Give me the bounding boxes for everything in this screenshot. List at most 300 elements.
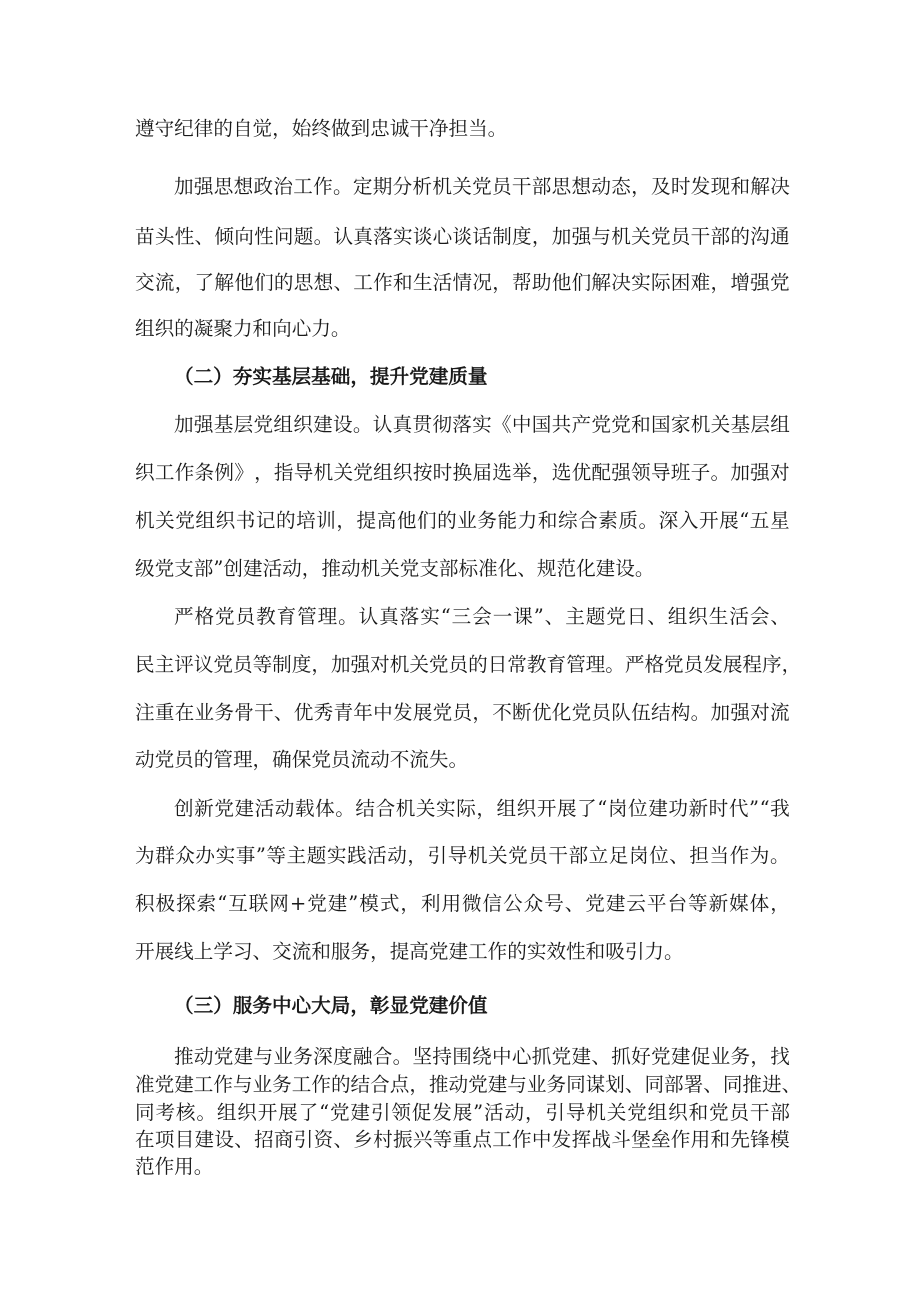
glyph: 议 [193, 653, 214, 676]
glyph: 台 [667, 892, 688, 915]
glyph: 工 [291, 1073, 312, 1096]
glyph: 众 [523, 892, 544, 915]
glyph: 会 [749, 605, 770, 628]
glyph: 干 [690, 225, 711, 248]
glyph: 组 [216, 1101, 237, 1124]
glyph: 青 [333, 701, 354, 724]
glyph: ， [472, 701, 492, 724]
glyph: 及 [651, 175, 671, 198]
glyph: 教 [526, 653, 547, 676]
glyph: 发 [392, 701, 413, 724]
glyph: 。 [338, 605, 358, 628]
glyph: 位 [649, 844, 669, 867]
glyph: 、 [273, 701, 294, 724]
glyph: 训 [316, 509, 336, 532]
glyph: 实 [420, 605, 440, 628]
glyph: 位 [628, 797, 648, 820]
glyph: 作 [311, 1073, 331, 1096]
glyph: 互 [228, 892, 248, 915]
glyph: 选 [492, 461, 512, 484]
glyph: 活 [432, 271, 453, 294]
glyph: 年 [353, 701, 373, 724]
glyph: 模 [770, 1128, 790, 1151]
glyph: 担 [689, 844, 709, 867]
glyph: 按 [412, 461, 433, 484]
glyph: 事 [235, 844, 256, 867]
glyph: 分 [392, 175, 413, 198]
glyph: 制 [492, 225, 512, 248]
glyph: 彻 [432, 413, 452, 436]
glyph: 绕 [472, 1045, 492, 1068]
glyph: 党 [253, 413, 274, 436]
glyph: 兴 [412, 1128, 433, 1151]
glyph: ” [748, 797, 759, 820]
glyph: 考 [155, 1101, 176, 1124]
glyph: 与 [591, 225, 611, 248]
glyph: 活 [367, 844, 387, 867]
glyph: 作 [670, 1128, 691, 1151]
glyph: 业 [710, 1045, 731, 1068]
glyph: 与 [253, 1045, 274, 1068]
glyph: 党 [709, 1101, 729, 1124]
glyph: 党 [770, 271, 790, 294]
paragraph-line [135, 652, 802, 678]
glyph: 员 [452, 701, 473, 724]
glyph: 功 [668, 797, 688, 820]
glyph: 机 [135, 509, 155, 532]
glyph: 真 [392, 413, 413, 436]
glyph: + [289, 892, 307, 915]
glyph: 组 [195, 509, 216, 532]
glyph: 断 [512, 701, 532, 724]
glyph: 严 [624, 653, 645, 676]
glyph: 活 [484, 1101, 504, 1124]
glyph: 贯 [412, 413, 433, 436]
glyph: ， [781, 653, 802, 676]
glyph: ， [531, 225, 552, 248]
glyph: 党 [585, 892, 605, 915]
glyph: 和 [730, 175, 751, 198]
glyph: 提 [356, 509, 377, 532]
glyph: 谈 [412, 225, 433, 248]
glyph: 号 [544, 892, 564, 915]
glyph: 素 [598, 509, 618, 532]
glyph: 抓 [531, 1045, 552, 1068]
glyph: 强 [730, 701, 750, 724]
glyph: 时 [432, 461, 453, 484]
glyph: 助 [531, 271, 552, 294]
glyph: 落 [399, 605, 420, 628]
glyph: 想 [233, 175, 254, 198]
glyph: 性 [174, 225, 195, 248]
glyph: 强 [571, 225, 592, 248]
glyph: 党 [213, 1045, 234, 1068]
paragraph-line [174, 412, 790, 438]
glyph: 组 [273, 413, 293, 436]
glyph: 展 [722, 653, 743, 676]
glyph: 发 [690, 175, 711, 198]
glyph: 党 [611, 413, 631, 436]
glyph: 例 [214, 461, 234, 484]
glyph: 优 [531, 701, 552, 724]
glyph: 力 [517, 509, 538, 532]
glyph: 课 [513, 605, 533, 628]
glyph: 代 [728, 797, 749, 820]
glyph: 党 [214, 797, 234, 820]
glyph: “ [759, 797, 770, 820]
glyph: 国 [651, 413, 671, 436]
glyph: 组 [373, 461, 393, 484]
glyph: 、 [647, 605, 667, 628]
glyph: 动 [387, 844, 407, 867]
glyph: 工 [154, 461, 175, 484]
glyph: 建 [571, 1045, 592, 1068]
glyph: 战 [591, 1128, 611, 1151]
glyph: 关 [333, 461, 354, 484]
glyph: 加 [730, 461, 750, 484]
glyph: 。 [638, 509, 659, 532]
glyph: 机 [389, 653, 410, 676]
glyph: 育 [276, 605, 297, 628]
glyph: 生 [708, 605, 729, 628]
glyph: 教 [256, 605, 276, 628]
glyph: 骨 [234, 701, 254, 724]
glyph: 。 [769, 844, 790, 867]
glyph: 员 [683, 653, 704, 676]
glyph: 促 [411, 1101, 432, 1124]
glyph: 日 [487, 653, 508, 676]
glyph: 常 [507, 653, 527, 676]
glyph: 秀 [313, 701, 334, 724]
glyph: 围 [452, 1045, 472, 1068]
glyph: 优 [293, 701, 314, 724]
glyph: ， [710, 271, 731, 294]
glyph: 织 [392, 461, 413, 484]
glyph: 关 [415, 797, 436, 820]
glyph: 云 [626, 892, 646, 915]
glyph: 、 [544, 605, 565, 628]
glyph: 结 [650, 701, 671, 724]
glyph: 办 [195, 844, 216, 867]
glyph: 强 [750, 461, 770, 484]
glyph: 建 [174, 1073, 194, 1096]
glyph: 和 [710, 1128, 731, 1151]
glyph: 领 [631, 461, 651, 484]
glyph: 实 [392, 225, 413, 248]
glyph: 头 [154, 225, 175, 248]
paragraph-line [174, 1044, 790, 1070]
glyph: 治 [273, 175, 293, 198]
glyph: 员 [235, 605, 256, 628]
glyph: 组 [496, 797, 517, 820]
glyph: 基 [213, 413, 234, 436]
glyph: 了 [194, 271, 215, 294]
glyph: 、 [669, 844, 689, 867]
glyph: 注 [135, 701, 155, 724]
glyph: 索 [196, 892, 217, 915]
glyph: 《 [492, 413, 512, 436]
glyph: 》 [234, 461, 254, 484]
paragraph-line [174, 796, 790, 822]
glyph: 一 [492, 605, 513, 628]
glyph: 、 [624, 1073, 645, 1096]
glyph: 落 [452, 413, 472, 436]
glyph: 务 [477, 509, 497, 532]
glyph: 题 [585, 605, 606, 628]
glyph: 抓 [611, 1045, 631, 1068]
glyph: 条 [194, 461, 215, 484]
glyph: 导 [447, 844, 468, 867]
glyph: 、 [194, 225, 215, 248]
glyph: 点 [389, 1073, 410, 1096]
glyph: 关 [155, 509, 175, 532]
glyph: 工 [353, 271, 373, 294]
glyph: 式 [379, 892, 400, 915]
glyph: 织 [215, 509, 236, 532]
glyph: 部 [664, 1073, 684, 1096]
glyph: 流 [154, 271, 175, 294]
glyph: 党 [651, 1045, 671, 1068]
glyph: 联 [248, 892, 269, 915]
glyph: 找 [770, 1045, 790, 1068]
glyph: 制 [272, 653, 292, 676]
glyph: ， [770, 892, 790, 915]
glyph: 等 [432, 1128, 453, 1151]
glyph: 中 [531, 1128, 552, 1151]
glyph: 工 [293, 175, 313, 198]
glyph: 岗 [628, 844, 649, 867]
glyph: 业 [273, 1045, 293, 1068]
glyph: 党 [664, 653, 684, 676]
glyph: 织 [135, 461, 155, 484]
glyph: 化 [551, 701, 572, 724]
glyph: 党 [213, 653, 233, 676]
glyph: 况 [472, 271, 492, 294]
glyph: 载 [294, 797, 315, 820]
glyph: 党 [428, 653, 449, 676]
paragraph-line: 范作用。 [135, 1155, 214, 1178]
glyph: 部 [770, 1101, 790, 1124]
glyph: 开 [536, 797, 557, 820]
glyph: 动 [504, 1101, 525, 1124]
glyph: 组 [770, 413, 790, 436]
glyph: 机 [432, 175, 452, 198]
glyph: 真 [353, 225, 373, 248]
glyph: 展 [556, 797, 577, 820]
glyph: 建 [648, 797, 668, 820]
glyph: 动 [448, 1073, 469, 1096]
glyph: 主 [286, 844, 307, 867]
glyph: 新 [708, 892, 729, 915]
glyph: 立 [588, 844, 609, 867]
glyph: 微 [462, 892, 482, 915]
glyph: 党 [627, 1101, 647, 1124]
paragraph-line [135, 1072, 802, 1098]
glyph: 进 [762, 1073, 782, 1096]
glyph: 发 [551, 1128, 572, 1151]
glyph: “ [217, 892, 228, 915]
glyph: 。 [196, 1101, 216, 1124]
glyph: 干 [511, 175, 532, 198]
glyph: 好 [631, 1045, 651, 1068]
glyph: 中 [511, 413, 532, 436]
glyph: 三 [451, 605, 472, 628]
paragraph-line [174, 604, 790, 630]
glyph: 同 [135, 1101, 155, 1124]
glyph: 党 [307, 892, 327, 915]
glyph: 、 [333, 271, 354, 294]
glyph: 务 [214, 701, 234, 724]
glyph: 。 [333, 175, 353, 198]
glyph: 建 [605, 892, 626, 915]
glyph: 认 [358, 605, 379, 628]
glyph: 加 [174, 175, 194, 198]
glyph: ， [750, 1045, 770, 1068]
glyph: 在 [135, 1128, 155, 1151]
glyph: 重 [154, 701, 175, 724]
glyph: 际 [650, 271, 671, 294]
glyph: 准 [135, 1073, 155, 1096]
paragraph-line: 遵守纪律的自觉，始终做到忠诚干净担当。 [135, 117, 508, 140]
glyph: 务 [730, 1045, 751, 1068]
glyph: 员 [729, 1101, 750, 1124]
glyph: 我 [770, 797, 790, 820]
glyph: 践 [346, 844, 367, 867]
glyph: 、 [703, 1073, 723, 1096]
glyph: ， [400, 892, 420, 915]
glyph: 组 [667, 605, 688, 628]
glyph: 员 [670, 225, 691, 248]
glyph: 解 [750, 175, 770, 198]
glyph: 决 [770, 175, 790, 198]
glyph: 政 [253, 175, 274, 198]
glyph: 媒 [729, 892, 749, 915]
glyph: 思 [293, 271, 314, 294]
glyph: 党 [606, 605, 626, 628]
glyph: 探 [176, 892, 196, 915]
glyph: 新 [688, 797, 709, 820]
glyph: ， [492, 271, 512, 294]
glyph: 织 [516, 797, 537, 820]
glyph: 党 [215, 605, 235, 628]
glyph: ， [174, 271, 195, 294]
glyph: 划 [605, 1073, 625, 1096]
glyph: 育 [546, 653, 567, 676]
glyph: 融 [352, 1045, 373, 1068]
glyph: 关 [606, 1101, 627, 1124]
glyph: 织 [668, 1101, 688, 1124]
glyph: 务 [272, 1073, 292, 1096]
glyph: 他 [234, 271, 254, 294]
glyph: 极 [155, 892, 176, 915]
glyph: 思 [213, 175, 234, 198]
glyph: 了 [298, 1101, 319, 1124]
glyph: 实 [326, 844, 347, 867]
glyph: 流 [770, 701, 790, 724]
glyph: 用 [690, 1128, 711, 1151]
glyph: 员 [448, 653, 469, 676]
glyph: 加 [174, 413, 194, 436]
glyph: 活 [254, 797, 275, 820]
glyph: 振 [392, 1128, 413, 1151]
glyph: 想 [571, 175, 592, 198]
glyph: 理 [585, 653, 606, 676]
glyph: 织 [237, 1101, 257, 1124]
glyph: 建 [670, 1045, 691, 1068]
glyph: 、 [333, 1128, 354, 1151]
glyph: 交 [135, 271, 155, 294]
glyph: 认 [333, 225, 354, 248]
glyph: 的 [437, 509, 457, 532]
glyph: 业 [252, 1073, 273, 1096]
glyph: 通 [770, 225, 790, 248]
glyph: 公 [503, 892, 523, 915]
glyph: 记 [255, 509, 276, 532]
glyph: 建 [350, 1101, 371, 1124]
glyph: 。 [392, 1045, 413, 1068]
glyph: 队 [611, 701, 631, 724]
glyph: 生 [412, 271, 433, 294]
glyph: 定 [352, 175, 373, 198]
glyph: 问 [273, 225, 294, 248]
glyph: 主 [154, 653, 175, 676]
glyph: 推 [428, 1073, 449, 1096]
glyph: 程 [742, 653, 762, 676]
glyph: 他 [551, 271, 572, 294]
glyph: 们 [571, 271, 592, 294]
glyph: 新 [194, 797, 214, 820]
glyph: 持 [432, 1045, 452, 1068]
glyph: 目 [174, 1128, 195, 1151]
glyph: 质 [618, 509, 638, 532]
paragraph-line [135, 700, 790, 726]
glyph: 同 [644, 1073, 665, 1096]
glyph: 等 [688, 892, 708, 915]
glyph: 党 [329, 1101, 350, 1124]
glyph: ， [476, 797, 496, 820]
glyph: 合 [372, 1045, 393, 1068]
glyph: 民 [135, 653, 155, 676]
paragraph-line [135, 270, 790, 296]
glyph: 时 [708, 797, 729, 820]
paragraph-line [135, 508, 790, 534]
glyph: 为 [749, 844, 770, 867]
glyph: 建 [233, 1045, 254, 1068]
glyph: 开 [698, 509, 719, 532]
glyph: 配 [591, 461, 611, 484]
paragraph-line: 级党支部”创建活动，推动机关党支部标准化、规范化建设。 [135, 557, 655, 580]
glyph: 认 [372, 413, 393, 436]
glyph: 情 [452, 271, 473, 294]
glyph: 党 [551, 1045, 572, 1068]
glyph: 子 [690, 461, 711, 484]
glyph: 展 [412, 701, 433, 724]
glyph: 合 [370, 1073, 390, 1096]
glyph: 他 [396, 509, 417, 532]
glyph: 党 [175, 509, 195, 532]
glyph: 引 [370, 1101, 391, 1124]
glyph: 关 [452, 175, 472, 198]
glyph: 创 [174, 797, 194, 820]
paragraph-line [135, 891, 790, 917]
glyph: 促 [690, 1045, 711, 1068]
glyph: 重 [452, 1128, 473, 1151]
glyph: 同 [722, 1073, 743, 1096]
glyph: 倾 [214, 225, 234, 248]
glyph: 合 [375, 797, 396, 820]
glyph: 关 [487, 844, 508, 867]
glyph: 日 [626, 605, 647, 628]
